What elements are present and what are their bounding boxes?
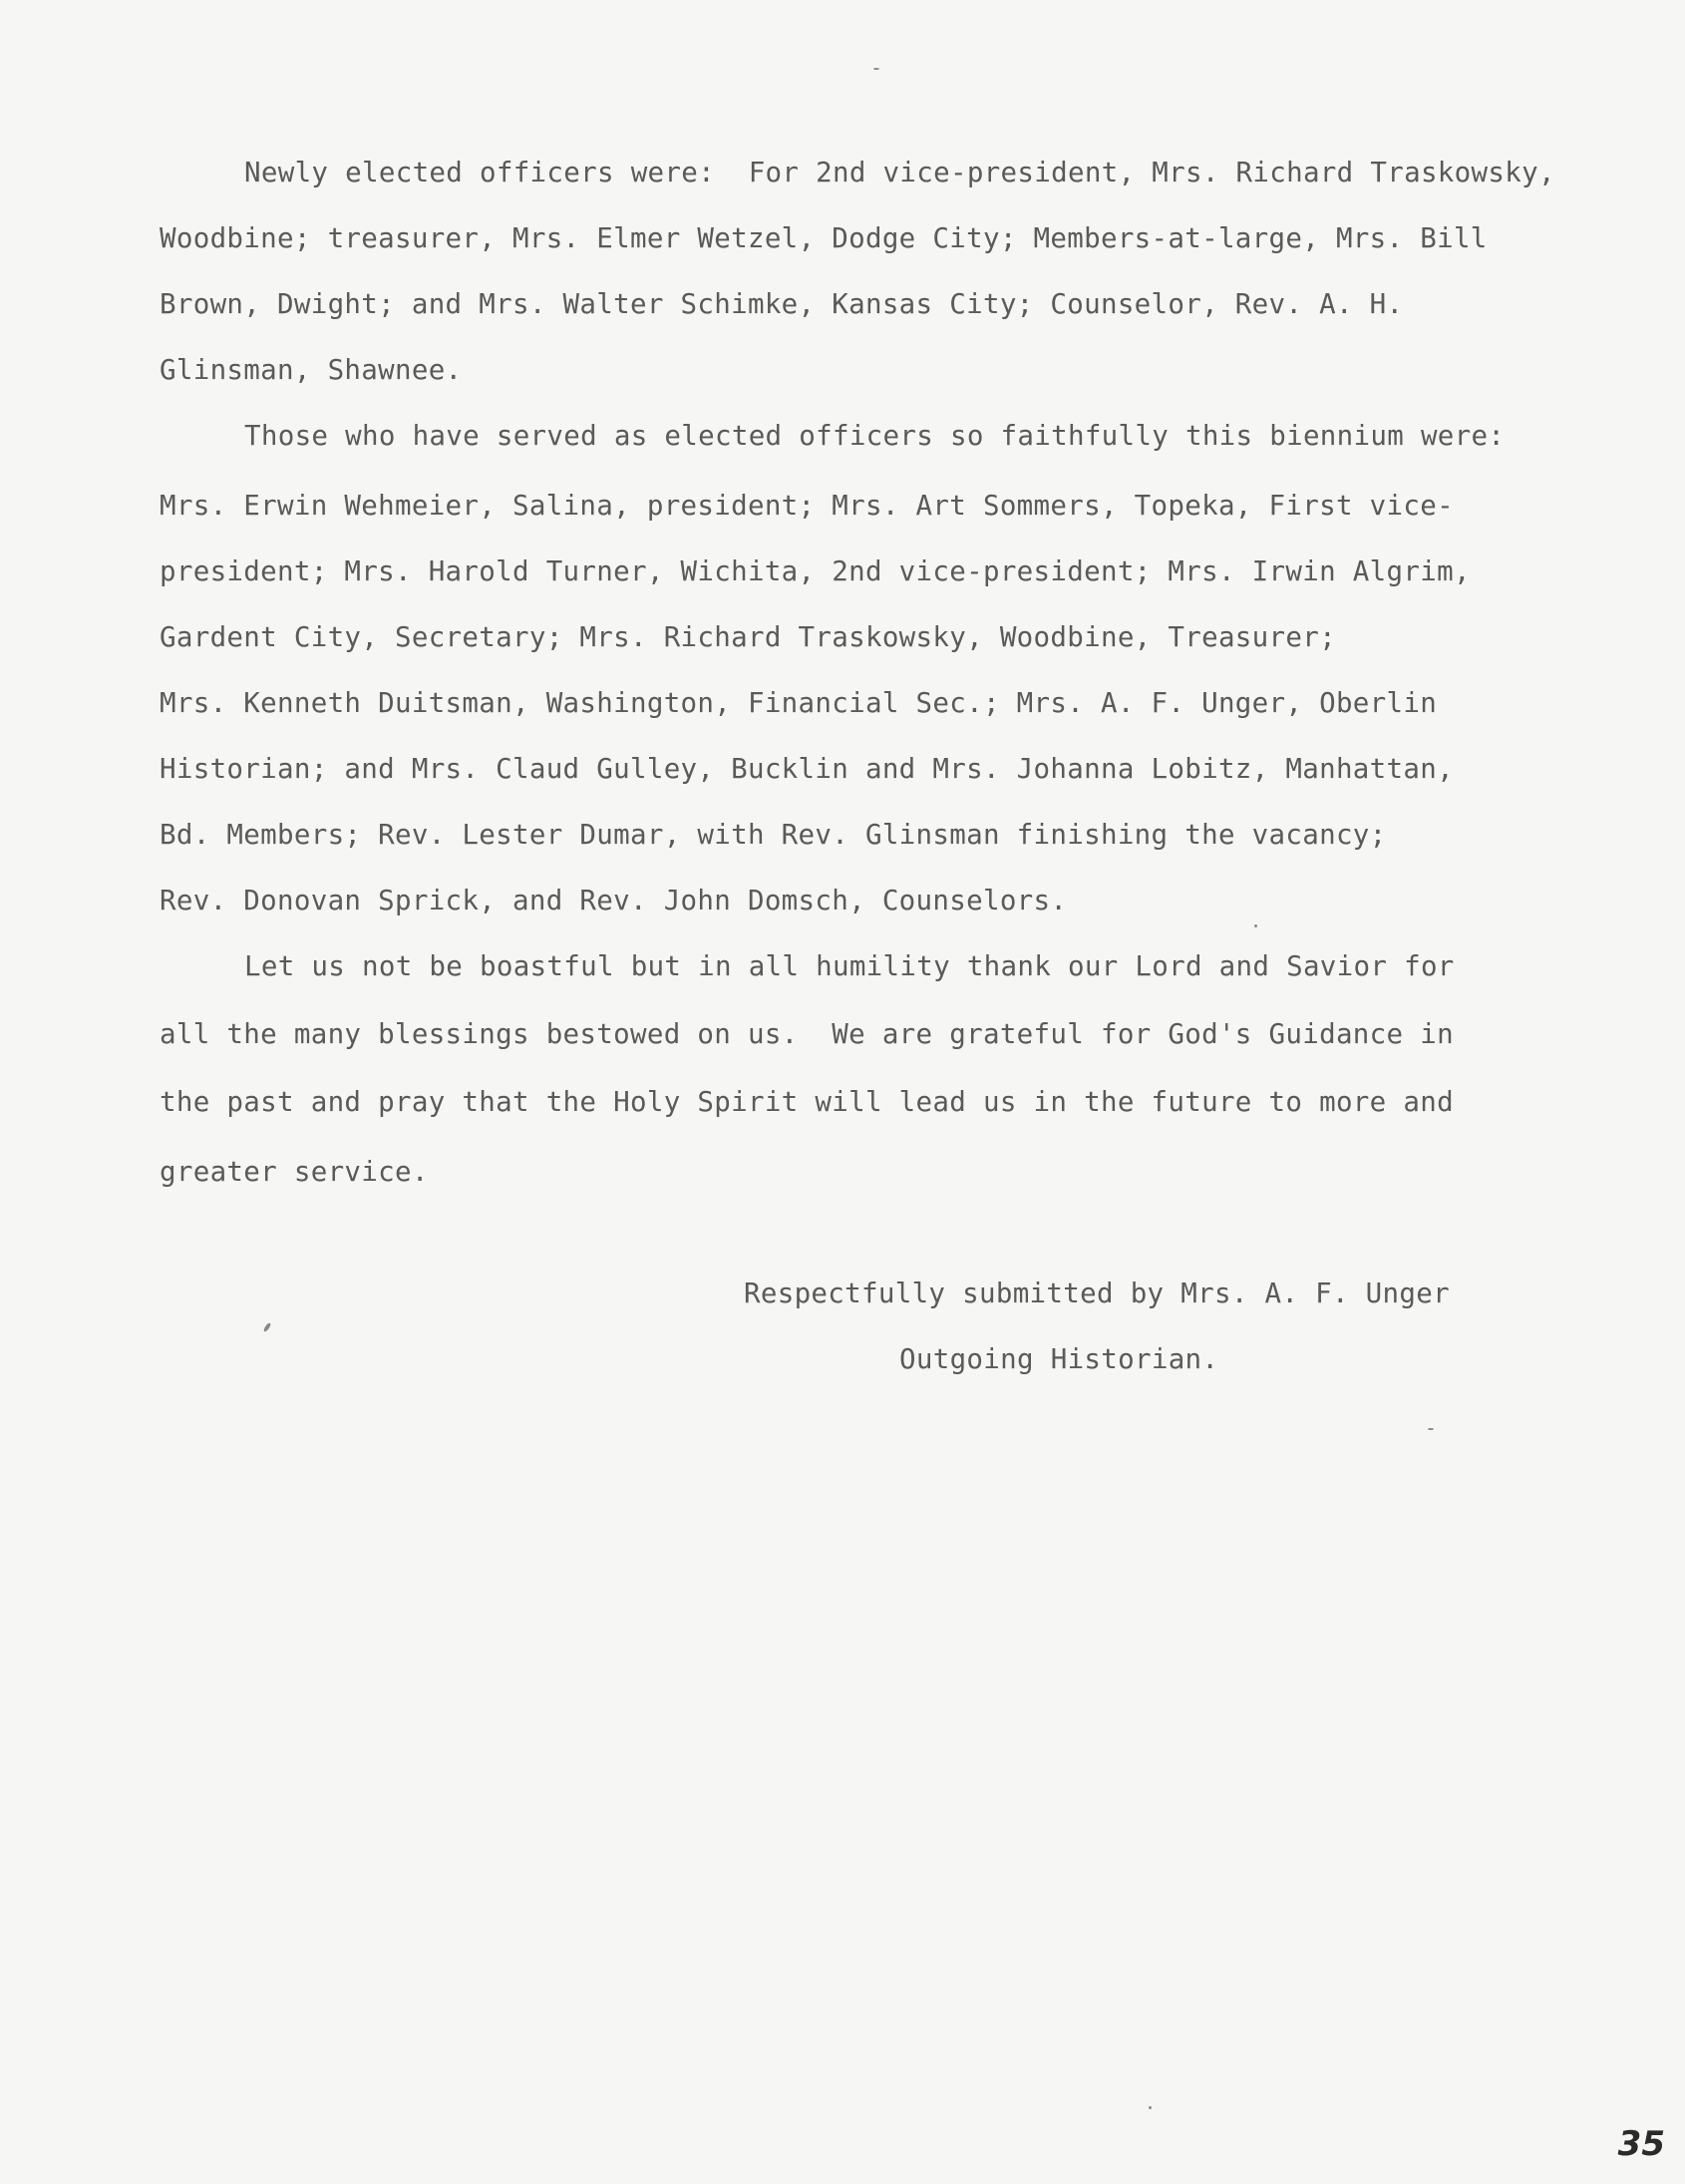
text-line: Bd. Members; Rev. Lester Dumar, with Rev. Glinsman finishing the vacancy; bbox=[160, 819, 1387, 851]
text-line: Those who have served as elected officers so faithfully this biennium were: bbox=[244, 420, 1506, 452]
text-line: Rev. Donovan Sprick, and Rev. John Domsch, Counselors. bbox=[160, 885, 1068, 916]
paper-speck bbox=[262, 1322, 271, 1332]
text-line: greater service. bbox=[160, 1156, 429, 1188]
paper-speck bbox=[1428, 1428, 1434, 1430]
text-line: Gardent City, Secretary; Mrs. Richard Traskowsky, Woodbine, Treasurer; bbox=[160, 621, 1336, 653]
text-line: Brown, Dwight; and Mrs. Walter Schimke, Kansas City; Counselor, Rev. A. H. bbox=[160, 288, 1404, 320]
text-line: president; Mrs. Harold Turner, Wichita, 2nd vice-president; Mrs. Irwin Algrim, bbox=[160, 555, 1471, 587]
text-line: all the many blessings bestowed on us. We are grateful for God's Guidance in bbox=[160, 1018, 1454, 1050]
paper-speck bbox=[1149, 2106, 1152, 2109]
text-line: Let us not be boastful but in all humility thank our Lord and Savior for bbox=[244, 950, 1455, 982]
submitted-by-line: Respectfully submitted by Mrs. A. F. Unger bbox=[744, 1277, 1450, 1309]
text-line: Mrs. Erwin Wehmeier, Salina, president; Mrs. Art Sommers, Topeka, First vice- bbox=[160, 490, 1454, 522]
text-line: Mrs. Kenneth Duitsman, Washington, Financial Sec.; Mrs. A. F. Unger, Oberlin bbox=[160, 687, 1438, 719]
paper-speck bbox=[873, 68, 879, 70]
text-line: Woodbine; treasurer, Mrs. Elmer Wetzel, Dodge City; Members-at-large, Mrs. Bill bbox=[160, 222, 1488, 254]
text-line: Historian; and Mrs. Claud Gulley, Bucklin and Mrs. Johanna Lobitz, Manhattan, bbox=[160, 753, 1454, 785]
text-line: the past and pray that the Holy Spirit will lead us in the future to more and bbox=[160, 1086, 1454, 1118]
text-line: Newly elected officers were: For 2nd vice-president, Mrs. Richard Traskowsky, bbox=[244, 157, 1555, 188]
signer-title: Outgoing Historian. bbox=[899, 1343, 1219, 1375]
page-number: 35 bbox=[1617, 2124, 1665, 2164]
text-line: Glinsman, Shawnee. bbox=[160, 354, 463, 386]
paper-speck bbox=[1254, 924, 1257, 927]
